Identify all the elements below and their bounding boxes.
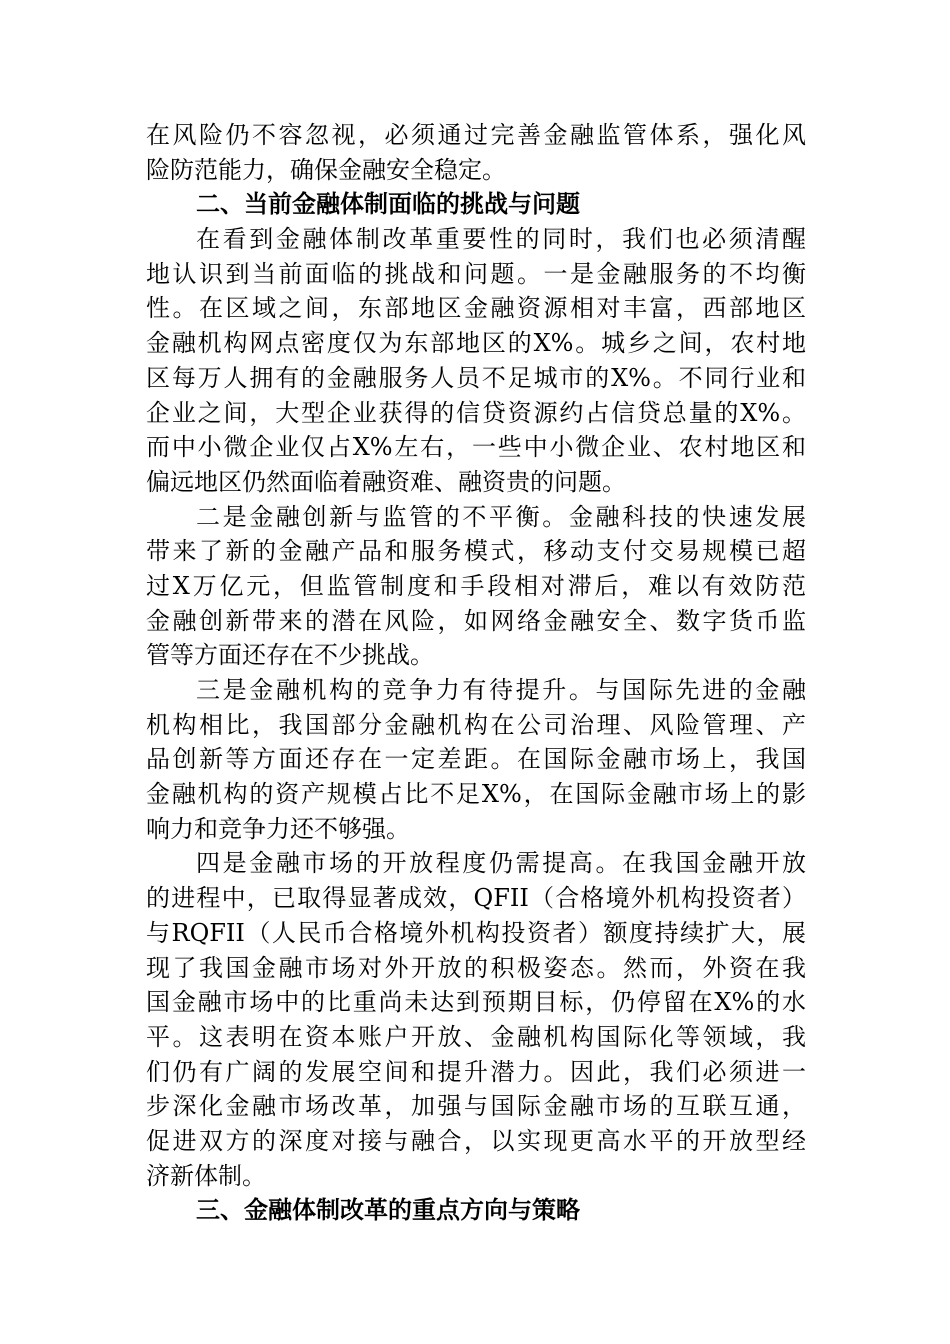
text-line: 带来了新的金融产品和服务模式，移动支付交易规模已超 bbox=[146, 537, 806, 566]
text-line: 促进双方的深度对接与融合，以实现更高水平的开放型经 bbox=[146, 1126, 806, 1155]
text-line: 平。这表明在资本账户开放、金融机构国际化等领域，我 bbox=[146, 1022, 806, 1051]
text-line: 品创新等方面还存在一定差距。在国际金融市场上，我国 bbox=[146, 745, 806, 774]
text-line: 险防范能力，确保金融安全稳定。 bbox=[146, 155, 506, 184]
section-heading: 三、金融体制改革的重点方向与策略 bbox=[196, 1196, 580, 1225]
text-line: 的进程中，已取得显著成效，QFII（合格境外机构投资者） bbox=[146, 884, 806, 913]
text-line: 三是金融机构的竞争力有待提升。与国际先进的金融 bbox=[196, 676, 806, 704]
text-line: 四是金融市场的开放程度仍需提高。在我国金融开放 bbox=[196, 849, 806, 878]
text-line: 区每万人拥有的金融服务人员不足城市的X%。不同行业和 bbox=[146, 363, 806, 392]
text-line: 与RQFII（人民币合格境外机构投资者）额度持续扩大，展 bbox=[146, 918, 806, 947]
text-line: 金融机构网点密度仅为东部地区的X%。城乡之间，农村地 bbox=[146, 329, 806, 358]
text-line: 而中小微企业仅占X%左右，一些中小微企业、农村地区和 bbox=[146, 433, 806, 462]
text-line: 金融创新带来的潜在风险，如网络金融安全、数字货币监 bbox=[146, 606, 806, 635]
text-line: 性。在区域之间，东部地区金融资源相对丰富，西部地区 bbox=[146, 294, 806, 323]
section-heading: 二、当前金融体制面临的挑战与问题 bbox=[196, 190, 580, 219]
text-line: 偏远地区仍然面临着融资难、融资贵的问题。 bbox=[146, 467, 626, 496]
text-line: 国金融市场中的比重尚未达到预期目标，仍停留在X%的水 bbox=[146, 988, 806, 1017]
text-line: 企业之间，大型企业获得的信贷资源约占信贷总量的X%。 bbox=[146, 398, 806, 427]
text-line: 们仍有广阔的发展空间和提升潜力。因此，我们必须进一 bbox=[146, 1057, 806, 1086]
text-line: 地认识到当前面临的挑战和问题。一是金融服务的不均衡 bbox=[146, 259, 806, 288]
text-line: 二是金融创新与监管的不平衡。金融科技的快速发展 bbox=[196, 502, 806, 531]
text-line: 步深化金融市场改革，加强与国际金融市场的互联互通， bbox=[146, 1092, 806, 1121]
text-line: 机构相比，我国部分金融机构在公司治理、风险管理、产 bbox=[146, 710, 806, 739]
text-line: 在看到金融体制改革重要性的同时，我们也必须清醒 bbox=[196, 225, 806, 254]
text-line: 响力和竞争力还不够强。 bbox=[146, 814, 410, 843]
document-page bbox=[146, 118, 806, 1228]
text-line: 济新体制。 bbox=[146, 1161, 266, 1190]
text-line: 在风险仍不容忽视，必须通过完善金融监管体系，强化风 bbox=[146, 121, 806, 149]
text-line: 金融机构的资产规模占比不足X%，在国际金融市场上的影 bbox=[146, 780, 806, 809]
text-line: 现了我国金融市场对外开放的积极姿态。然而，外资在我 bbox=[146, 953, 806, 982]
text-line: 过X万亿元，但监管制度和手段相对滞后，难以有效防范 bbox=[146, 571, 806, 600]
document-body bbox=[146, 118, 806, 1228]
text-line: 管等方面还存在不少挑战。 bbox=[146, 641, 434, 670]
